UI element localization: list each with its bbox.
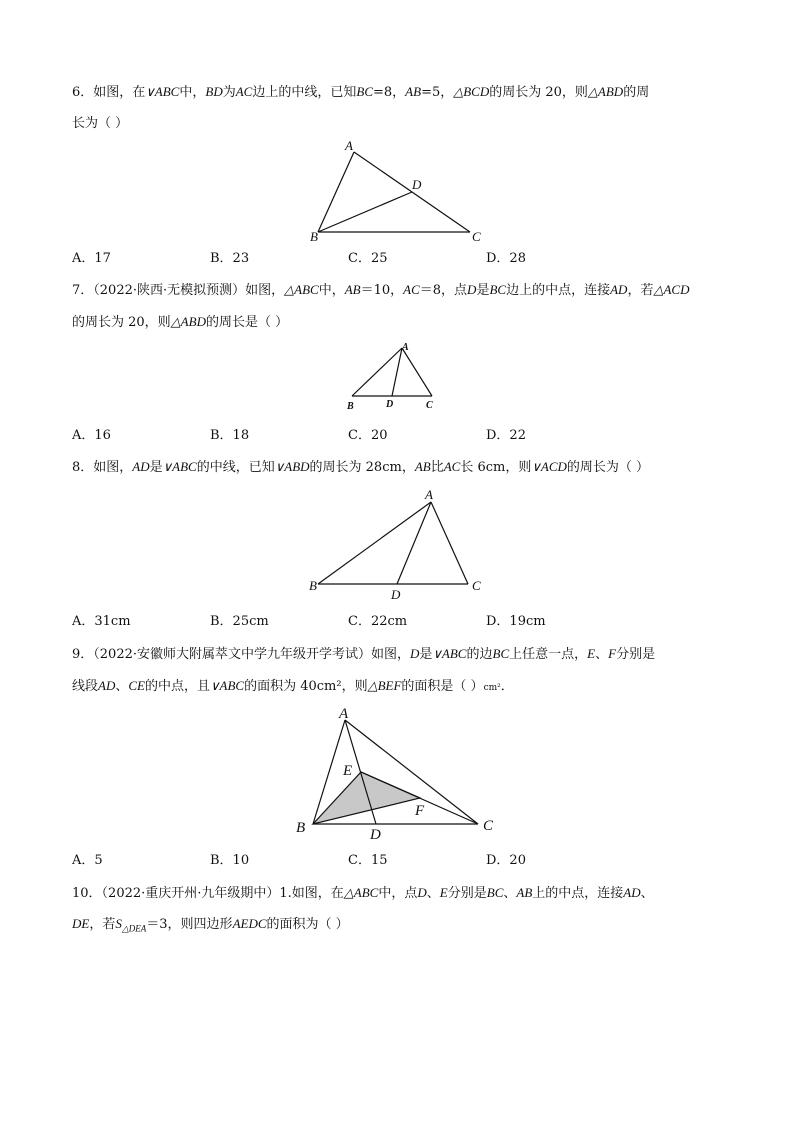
q8-option-a: A．31cm (72, 614, 131, 629)
q9-label-e: E (343, 763, 353, 779)
q6-label-c: C (472, 229, 481, 244)
q6-option-a: A．17 (72, 251, 111, 266)
q9-option-d: D．20 (486, 853, 526, 868)
q6-label-d: D (412, 177, 422, 192)
q9-label-c: C (483, 818, 494, 834)
q10-stem-line2: DE，若$S_{\triangle DEA}=3$，则四边形AEDC的面积为（ ） (72, 916, 349, 934)
q6-stem-line2: 长为（ ） (72, 116, 129, 131)
q6-option-d: D．28 (486, 251, 526, 266)
q9-label-f: F (415, 803, 425, 819)
q8-option-d: D．19cm (486, 614, 546, 629)
q9-label-b: B (296, 820, 306, 836)
q10-stem-line1: 10．（2022·重庆开州·九年级期中）1.如图，在△ABC中，点D、E分别是BC、AB上的中点，连接AD、 (72, 885, 654, 901)
q8-stem-line1: 8．如图，AD是∨ABC的中线，已知∨ABD的周长为 28cm，AB比AC长 6cm，则∨ACD的周长为（ ） (72, 459, 650, 475)
q6-label-a: A (345, 138, 353, 153)
q7-label-d: D (386, 399, 394, 410)
q7-option-d: D．22 (486, 428, 526, 443)
q8-label-d: D (391, 587, 401, 602)
q8-option-c: C．22cm (348, 614, 408, 629)
q7-option-b: B．18 (210, 428, 250, 443)
q6-option-c: C．25 (348, 251, 388, 266)
q8-label-b: B (309, 578, 317, 593)
q7-label-c: C (426, 400, 433, 411)
q7-option-c: C．20 (348, 428, 388, 443)
q9-stem-line2: 线段AD、CE的中点，且∨ABC的面积为 40cm²，则△BEF的面积是（ ）cm²． (72, 678, 514, 694)
q9-label-d: D (370, 827, 381, 843)
q6-option-b: B．23 (210, 251, 250, 266)
q9-option-b: B．10 (210, 853, 250, 868)
q8-option-b: B．25cm (210, 614, 269, 629)
q7-label-b: B (347, 401, 354, 412)
q9-stem-line1: 9．（2022·安徽师大附属萃文中学九年级开学考试）如图，D是∨ABC的边BC上任意一点，E、F分别是 (72, 646, 656, 662)
q7-option-a: A．16 (72, 428, 111, 443)
q6-stem-line1: 6．如图，在∨ABC中，BD为AC边上的中线，已知BC=8，AB=5，△BCD的周长为 20，则△ABD的周 (72, 84, 650, 100)
q7-stem-line1: 7．（2022·陕西·无模拟预测）如图，△ABC中，AB＝10，AC＝8，点D是BC边上的中点，连接AD，若△ACD (72, 282, 690, 298)
q9-label-a: A (339, 706, 349, 722)
q7-stem-line2: 的周长为 20，则△ABD的周长是（ ） (72, 314, 289, 330)
q9-shaded-triangle-bef (313, 772, 420, 824)
q6-label-b: B (310, 229, 318, 244)
q9-option-a: A．5 (72, 853, 103, 868)
q8-label-a: A (425, 487, 433, 502)
q9-option-c: C．15 (348, 853, 388, 868)
q7-label-a: A (402, 342, 409, 353)
q8-label-c: C (472, 578, 481, 593)
